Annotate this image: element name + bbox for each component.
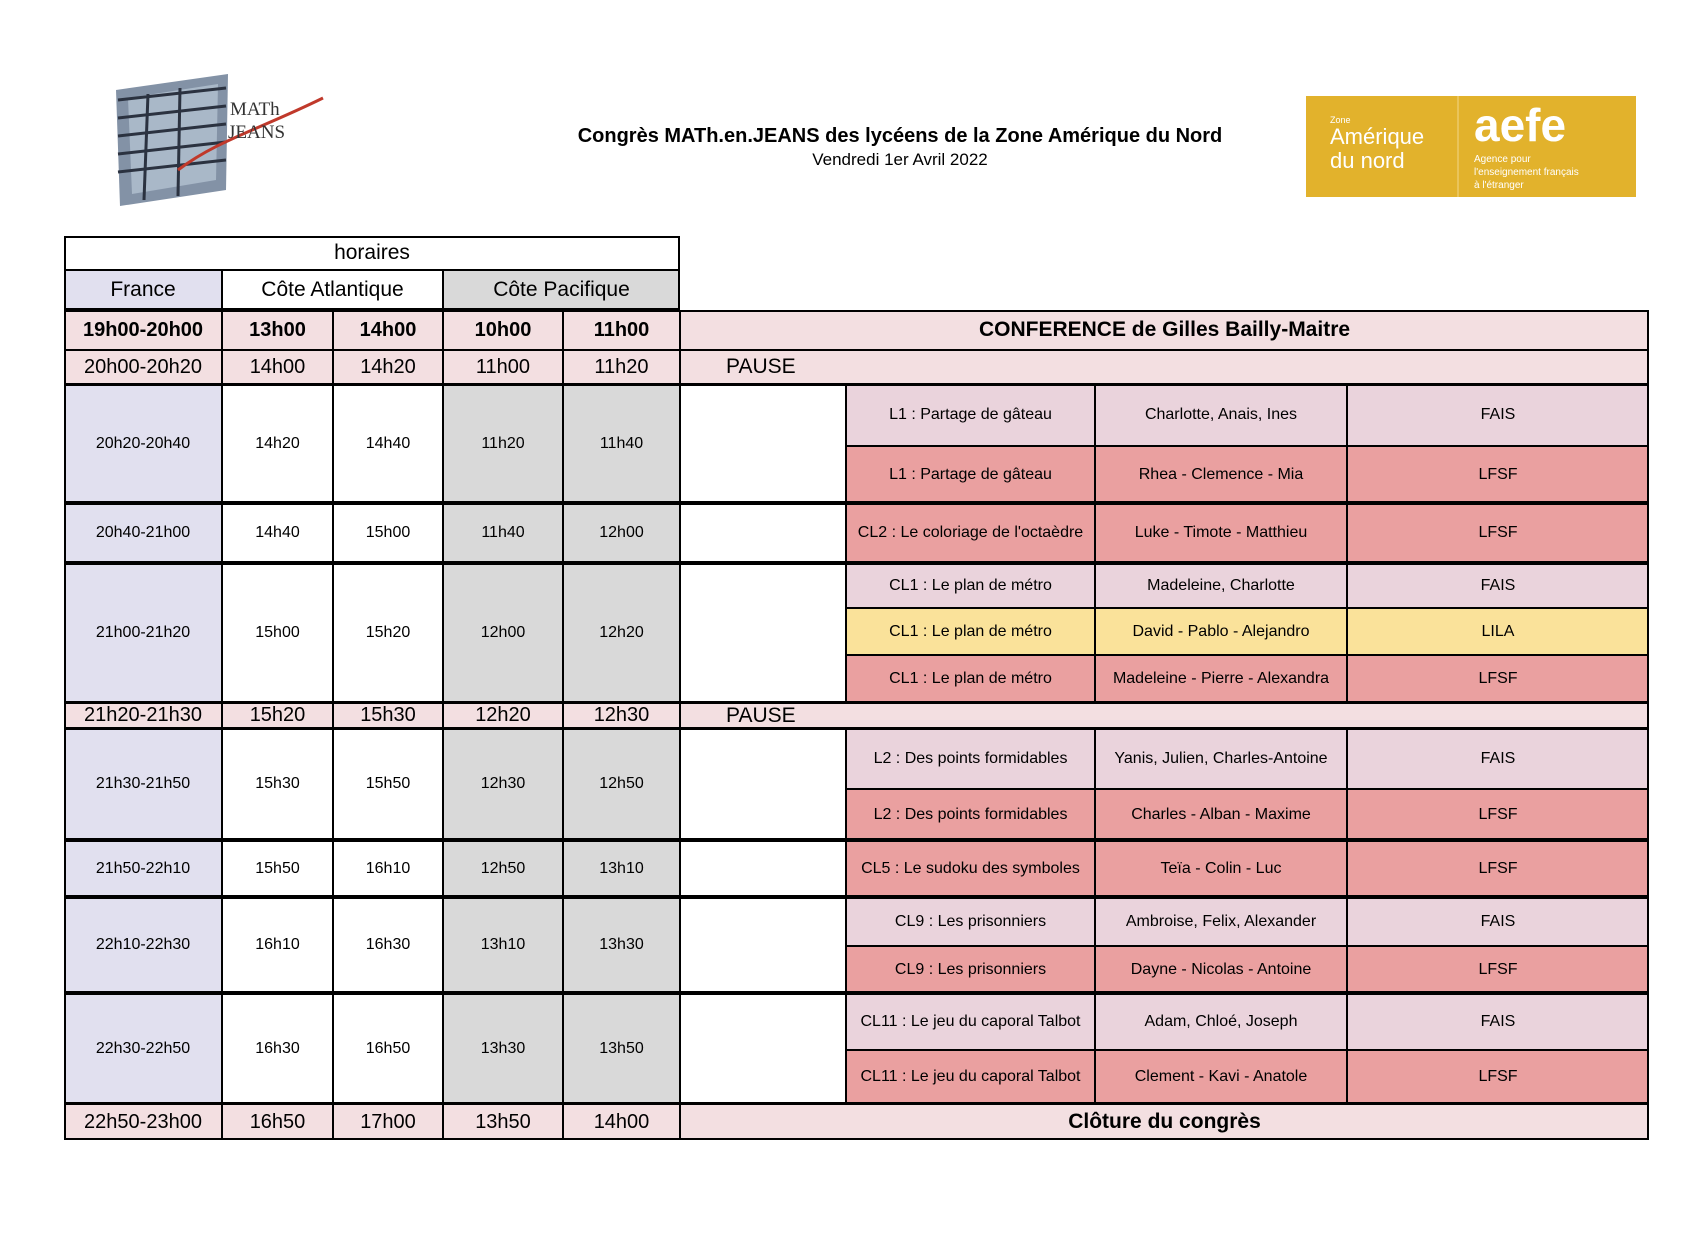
aefe-tag1: Agence pour bbox=[1474, 154, 1531, 165]
france-header: France bbox=[64, 270, 222, 310]
zone-small-text: Zone bbox=[1330, 115, 1351, 125]
session-time-pacifique-start: 12h50 bbox=[443, 840, 563, 897]
session-time-atlantique-start: 14h20 bbox=[222, 384, 333, 503]
session-time-france: 21h50-22h10 bbox=[64, 840, 222, 897]
session-time-france: 22h30-22h50 bbox=[64, 993, 222, 1104]
session-time-atlantique-end: 16h30 bbox=[333, 897, 443, 993]
presentation-students: Luke - Timote - Matthieu bbox=[1095, 503, 1347, 563]
presentation-subject: CL1 : Le plan de métro bbox=[846, 563, 1095, 608]
closing-time-atlantique-start: 16h50 bbox=[222, 1104, 333, 1140]
presentation-school: LILA bbox=[1347, 608, 1649, 655]
presentation-subject: CL5 : Le sudoku des symboles bbox=[846, 840, 1095, 897]
presentation-students: Yanis, Julien, Charles-Antoine bbox=[1095, 728, 1347, 789]
page-date: Vendredi 1er Avril 2022 bbox=[812, 150, 988, 169]
aefe-brand-text: aefe bbox=[1474, 99, 1567, 151]
session-spacer bbox=[680, 897, 846, 993]
presentation-students: Charles - Alban - Maxime bbox=[1095, 789, 1347, 840]
session-time-pacifique-end: 11h40 bbox=[563, 384, 680, 503]
logo-jeans-text: JEANS bbox=[228, 122, 286, 143]
presentation-subject: L1 : Partage de gâteau bbox=[846, 446, 1095, 503]
conference-time-atlantique-end: 14h00 bbox=[333, 310, 443, 350]
session-time-pacifique-end: 12h20 bbox=[563, 563, 680, 703]
page-title: Congrès MATh.en.JEANS des lycéens de la Zone Amérique du Nord bbox=[577, 125, 1223, 147]
session-spacer bbox=[680, 503, 846, 563]
session-time-atlantique-end: 16h50 bbox=[333, 993, 443, 1104]
presentation-students: Clement - Kavi - Anatole bbox=[1095, 1050, 1347, 1104]
presentation-school: LFSF bbox=[1347, 655, 1649, 703]
session-time-pacifique-start: 13h10 bbox=[443, 897, 563, 993]
pause-label-2: PAUSE bbox=[680, 703, 1649, 728]
presentation-school: LFSF bbox=[1347, 503, 1649, 563]
pause-label: PAUSE bbox=[680, 350, 1649, 384]
session-spacer bbox=[680, 840, 846, 897]
session-time-atlantique-end: 14h40 bbox=[333, 384, 443, 503]
presentation-school: LFSF bbox=[1347, 446, 1649, 503]
pause2-time-atlantique-start: 15h20 bbox=[222, 703, 333, 728]
session-time-atlantique-start: 14h40 bbox=[222, 503, 333, 563]
presentation-school: LFSF bbox=[1347, 840, 1649, 897]
presentation-school: LFSF bbox=[1347, 1050, 1649, 1104]
conference-time-pacifique-end: 11h00 bbox=[563, 310, 680, 350]
presentation-students: Adam, Chloé, Joseph bbox=[1095, 993, 1347, 1050]
session-time-pacifique-end: 13h30 bbox=[563, 897, 680, 993]
session-time-pacifique-start: 11h20 bbox=[443, 384, 563, 503]
session-time-pacifique-start: 12h30 bbox=[443, 728, 563, 840]
presentation-subject: CL2 : Le coloriage de l'octaèdre bbox=[846, 503, 1095, 563]
presentation-subject: L2 : Des points formidables bbox=[846, 728, 1095, 789]
pause1-time-atlantique-end: 14h20 bbox=[333, 350, 443, 384]
session-time-france: 20h20-20h40 bbox=[64, 384, 222, 503]
pause1-time-pacifique-end: 11h20 bbox=[563, 350, 680, 384]
session-time-pacifique-start: 12h00 bbox=[443, 563, 563, 703]
presentation-subject: L1 : Partage de gâteau bbox=[846, 384, 1095, 446]
session-time-atlantique-start: 16h10 bbox=[222, 897, 333, 993]
session-time-pacifique-end: 13h50 bbox=[563, 993, 680, 1104]
presentation-school: FAIS bbox=[1347, 563, 1649, 608]
presentation-students: Charlotte, Anais, Ines bbox=[1095, 384, 1347, 446]
conference-time-france: 19h00-20h00 bbox=[64, 310, 222, 350]
horaires-header: horaires bbox=[64, 236, 680, 270]
session-time-atlantique-end: 15h00 bbox=[333, 503, 443, 563]
closing-time-pacifique-end: 14h00 bbox=[563, 1104, 680, 1140]
closing-time-france: 22h50-23h00 bbox=[64, 1104, 222, 1140]
session-time-pacifique-end: 12h50 bbox=[563, 728, 680, 840]
pacifique-header: Côte Pacifique bbox=[443, 270, 680, 310]
session-time-pacifique-end: 13h10 bbox=[563, 840, 680, 897]
session-spacer bbox=[680, 728, 846, 840]
atlantique-header: Côte Atlantique bbox=[222, 270, 443, 310]
pause1-time-france: 20h00-20h20 bbox=[64, 350, 222, 384]
session-time-france: 21h30-21h50 bbox=[64, 728, 222, 840]
pause2-time-france: 21h20-21h30 bbox=[64, 703, 222, 728]
session-time-france: 22h10-22h30 bbox=[64, 897, 222, 993]
presentation-students: Ambroise, Felix, Alexander bbox=[1095, 897, 1347, 946]
presentation-subject: CL1 : Le plan de métro bbox=[846, 608, 1095, 655]
conference-time-atlantique-start: 13h00 bbox=[222, 310, 333, 350]
session-time-atlantique-start: 16h30 bbox=[222, 993, 333, 1104]
session-time-atlantique-end: 16h10 bbox=[333, 840, 443, 897]
session-time-atlantique-start: 15h00 bbox=[222, 563, 333, 703]
zone-line1: Amérique bbox=[1330, 124, 1425, 149]
presentation-students: Rhea - Clemence - Mia bbox=[1095, 446, 1347, 503]
logo-math-text: MATh bbox=[230, 99, 280, 120]
presentation-students: Teïa - Colin - Luc bbox=[1095, 840, 1347, 897]
closing-time-atlantique-end: 17h00 bbox=[333, 1104, 443, 1140]
closing-label: Clôture du congrès bbox=[680, 1104, 1649, 1140]
presentation-subject: CL11 : Le jeu du caporal Talbot bbox=[846, 993, 1095, 1050]
presentation-school: FAIS bbox=[1347, 384, 1649, 446]
session-time-pacifique-start: 11h40 bbox=[443, 503, 563, 563]
presentation-subject: CL9 : Les prisonniers bbox=[846, 897, 1095, 946]
pause1-time-pacifique-start: 11h00 bbox=[443, 350, 563, 384]
session-time-pacifique-end: 12h00 bbox=[563, 503, 680, 563]
presentation-subject: L2 : Des points formidables bbox=[846, 789, 1095, 840]
pause2-time-pacifique-end: 12h30 bbox=[563, 703, 680, 728]
session-time-atlantique-end: 15h50 bbox=[333, 728, 443, 840]
pause2-time-pacifique-start: 12h20 bbox=[443, 703, 563, 728]
closing-time-pacifique-start: 13h50 bbox=[443, 1104, 563, 1140]
session-spacer bbox=[680, 563, 846, 703]
session-time-atlantique-end: 15h20 bbox=[333, 563, 443, 703]
session-time-atlantique-start: 15h30 bbox=[222, 728, 333, 840]
conference-label: CONFERENCE de Gilles Bailly-Maitre bbox=[680, 310, 1649, 350]
presentation-subject: CL9 : Les prisonniers bbox=[846, 946, 1095, 993]
presentation-school: FAIS bbox=[1347, 993, 1649, 1050]
presentation-students: Madeleine - Pierre - Alexandra bbox=[1095, 655, 1347, 703]
zone-line2: du nord bbox=[1330, 148, 1405, 173]
session-time-france: 20h40-21h00 bbox=[64, 503, 222, 563]
pause2-time-atlantique-end: 15h30 bbox=[333, 703, 443, 728]
session-spacer bbox=[680, 384, 846, 503]
session-spacer bbox=[680, 993, 846, 1104]
aefe-tag3: à l'étranger bbox=[1474, 180, 1524, 191]
presentation-school: FAIS bbox=[1347, 728, 1649, 789]
pause1-time-atlantique-start: 14h00 bbox=[222, 350, 333, 384]
presentation-students: Dayne - Nicolas - Antoine bbox=[1095, 946, 1347, 993]
presentation-subject: CL11 : Le jeu du caporal Talbot bbox=[846, 1050, 1095, 1104]
aefe-tag2: l'enseignement français bbox=[1474, 167, 1579, 178]
session-time-atlantique-start: 15h50 bbox=[222, 840, 333, 897]
conference-time-pacifique-start: 10h00 bbox=[443, 310, 563, 350]
presentation-school: LFSF bbox=[1347, 946, 1649, 993]
presentation-school: LFSF bbox=[1347, 789, 1649, 840]
session-time-france: 21h00-21h20 bbox=[64, 563, 222, 703]
math-en-jeans-logo bbox=[108, 70, 338, 210]
presentation-students: Madeleine, Charlotte bbox=[1095, 563, 1347, 608]
presentation-students: David - Pablo - Alejandro bbox=[1095, 608, 1347, 655]
presentation-subject: CL1 : Le plan de métro bbox=[846, 655, 1095, 703]
session-time-pacifique-start: 13h30 bbox=[443, 993, 563, 1104]
presentation-school: FAIS bbox=[1347, 897, 1649, 946]
